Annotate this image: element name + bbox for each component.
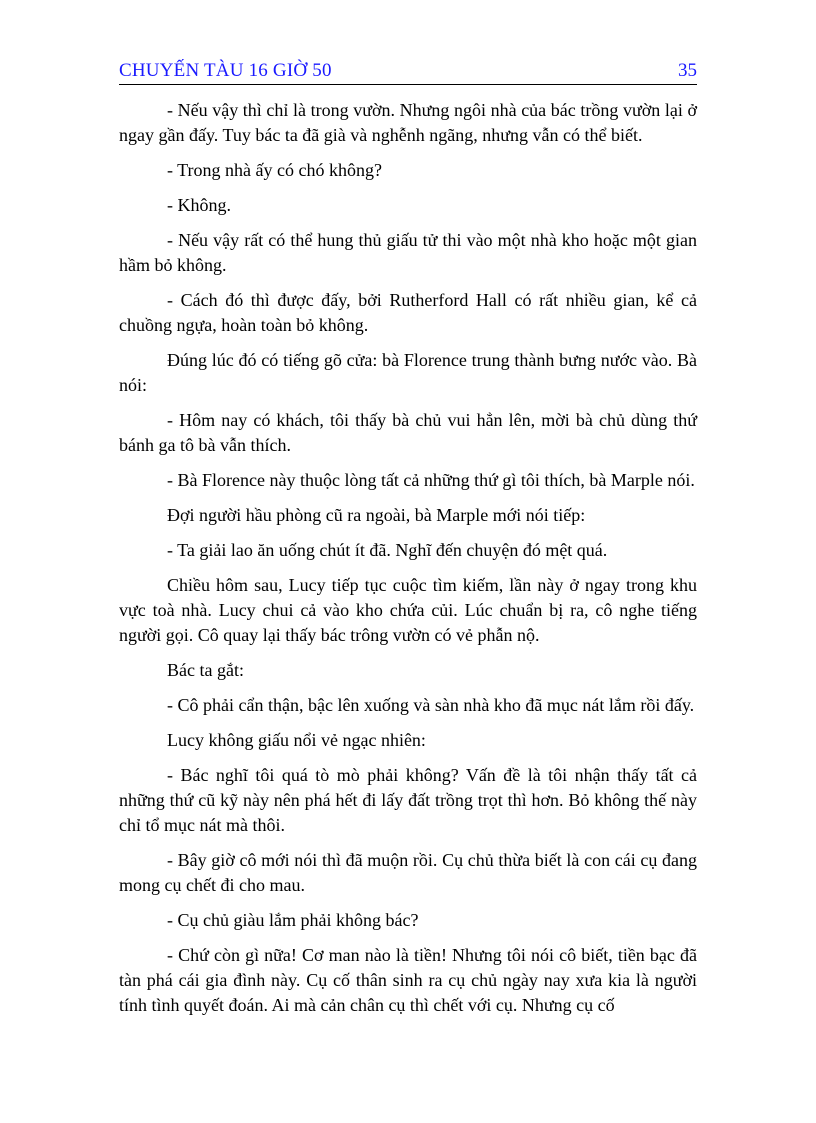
paragraph: Đợi người hầu phòng cũ ra ngoài, bà Marple mới nói tiếp: xyxy=(167,505,586,525)
paragraph: - Cụ chủ giàu lắm phải không bác? xyxy=(167,910,419,930)
paragraph: Lucy không giấu nổi vẻ ngạc nhiên: xyxy=(167,730,426,750)
running-header xyxy=(119,60,697,85)
paragraph: - Hôm nay có khách, tôi thấy bà chủ vui hẳn lên, mời bà chủ dùng thứ bánh ga tô bà vẫn thích. xyxy=(119,410,697,455)
page-number: 35 xyxy=(678,60,697,81)
paragraph: Chiều hôm sau, Lucy tiếp tục cuộc tìm kiếm, lần này ở ngay trong khu vực toà nhà. Lucy chui cả vào kho chứa củi. Lúc chuẩn bị ra, cô nghe tiếng người gọi. Cô quay lại thấy bác trông vườn có vẻ phẫn nộ. xyxy=(119,575,697,645)
paragraph: - Nếu vậy thì chỉ là trong vườn. Nhưng ngôi nhà của bác trồng vườn lại ở ngay gần đấy. Tuy bác ta đã già và nghễnh ngãng, nhưng vẫn có thể biết. xyxy=(119,100,697,145)
paragraph: - Cách đó thì được đấy, bởi Rutherford Hall có rất nhiều gian, kể cả chuồng ngựa, hoàn toàn bỏ không. xyxy=(119,290,697,335)
paragraph: - Nếu vậy rất có thể hung thủ giấu tử thi vào một nhà kho hoặc một gian hầm bỏ không. xyxy=(119,230,697,275)
paragraph: - Ta giải lao ăn uống chút ít đã. Nghĩ đến chuyện đó mệt quá. xyxy=(167,540,608,560)
paragraph: Bác ta gắt: xyxy=(167,660,244,680)
paragraph: - Trong nhà ấy có chó không? xyxy=(167,160,382,180)
paragraph: - Chứ còn gì nữa! Cơ man nào là tiền! Nhưng tôi nói cô biết, tiền bạc đã tàn phá cái gia đình này. Cụ cố thân sinh ra cụ chủ ngày nay xưa kia là người tính tình quyết đoán. Ai mà cản chân cụ thì chết với cụ. Nhưng cụ cố xyxy=(119,945,697,1015)
paragraph: - Bây giờ cô mới nói thì đã muộn rồi. Cụ chủ thừa biết là con cái cụ đang mong cụ chết đi cho mau. xyxy=(119,850,697,895)
paragraph: - Bác nghĩ tôi quá tò mò phải không? Vấn đề là tôi nhận thấy tất cả những thứ cũ kỹ này nên phá hết đi lấy đất trồng trọt thì hơn. Bỏ không thế này chỉ tổ mục nát mà thôi. xyxy=(119,765,697,835)
paragraph: - Không. xyxy=(167,195,231,215)
page-body xyxy=(119,98,697,1028)
paragraph: - Bà Florence này thuộc lòng tất cả những thứ gì tôi thích, bà Marple nói. xyxy=(167,470,695,490)
paragraph: - Cô phải cẩn thận, bậc lên xuống và sàn nhà kho đã mục nát lắm rồi đấy. xyxy=(167,695,695,715)
paragraph: Đúng lúc đó có tiếng gõ cửa: bà Florence trung thành bưng nước vào. Bà nói: xyxy=(119,350,697,395)
book-title: CHUYẾN TÀU 16 GIỜ 50 xyxy=(119,60,332,81)
